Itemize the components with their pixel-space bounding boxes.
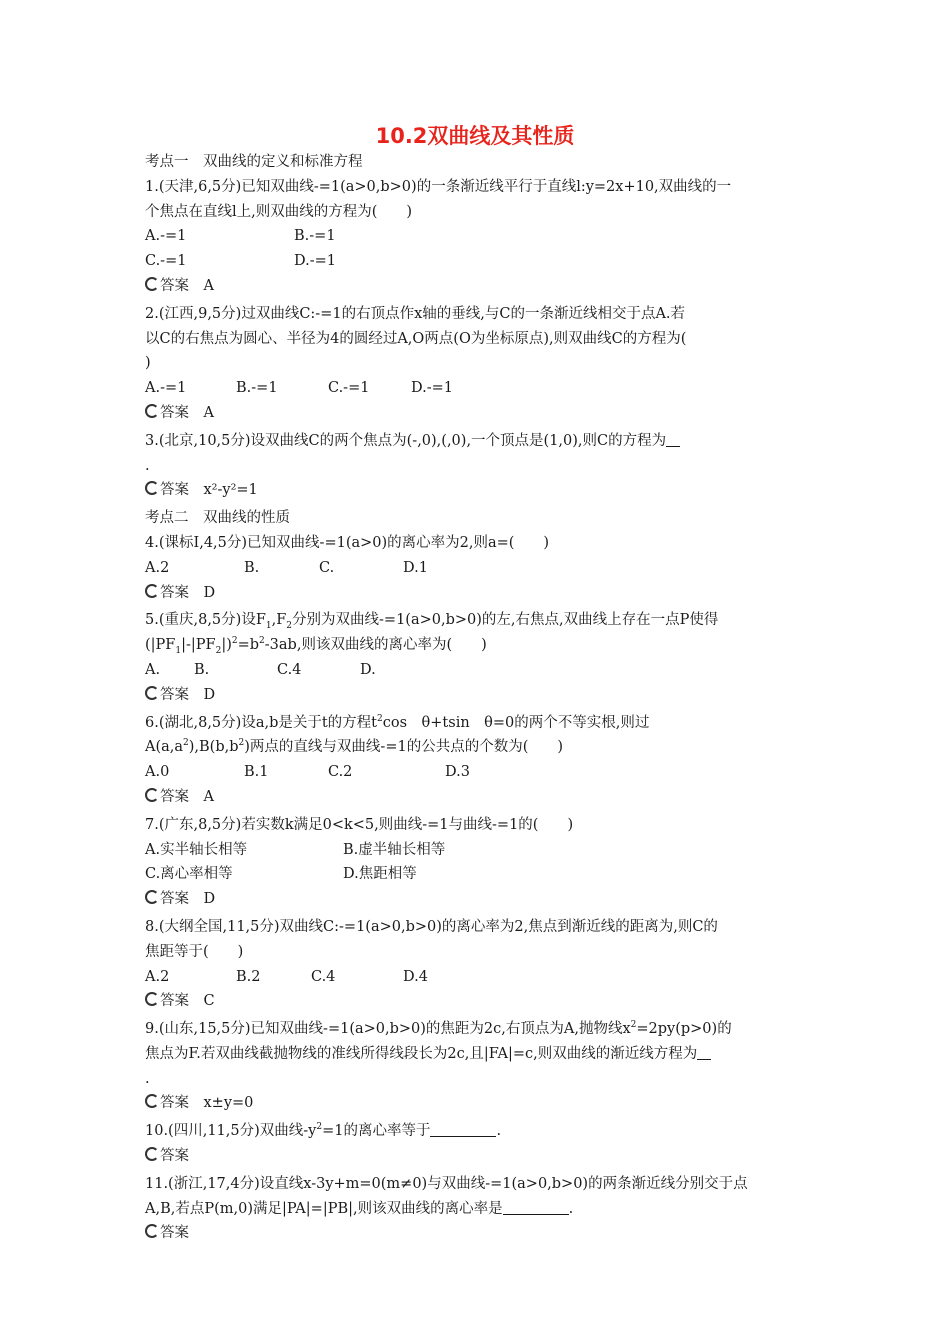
question-5-options bbox=[145, 658, 810, 683]
answer-row bbox=[145, 1091, 810, 1116]
answer-label: 答案 bbox=[160, 891, 189, 908]
option-c: C.离心率相等 bbox=[145, 866, 233, 883]
option-a: A.0 bbox=[145, 764, 170, 781]
question-2-line-2: 以C的右焦点为圆心、半径为4的圆经过A,O两点(O为坐标原点),则双曲线C的方程为( bbox=[145, 330, 687, 347]
answer-value: D bbox=[203, 891, 216, 908]
answer-label: 答案 bbox=[160, 1095, 189, 1112]
option-d: D.4 bbox=[403, 968, 428, 985]
option-a: A. bbox=[145, 661, 161, 678]
answer-row bbox=[145, 1221, 810, 1246]
question-text: . bbox=[496, 1123, 502, 1140]
section-heading: 考点一 双曲线的定义和标准方程 bbox=[145, 154, 363, 170]
option-d: D.1 bbox=[403, 559, 428, 576]
question-7-options-cd bbox=[145, 862, 810, 887]
question-2-options bbox=[145, 376, 810, 401]
answer-label: 答案 bbox=[160, 482, 189, 499]
question-text: )两点的直线与双曲线-=1的公共点的个数为( ) bbox=[244, 739, 564, 756]
question-text: -3ab,则该双曲线的离心率为( ) bbox=[264, 637, 487, 654]
answer-value: D bbox=[203, 686, 216, 703]
question-7-line-1: 7.(广东,8,5分)若实数k满足0<k<5,则曲线-=1与曲线-=1的( ) bbox=[145, 816, 574, 833]
question-1-options-cd bbox=[145, 249, 810, 274]
option-c: C.-=1 bbox=[145, 253, 187, 270]
subscript: 1 bbox=[265, 621, 272, 632]
question-6-line-1 bbox=[145, 711, 810, 736]
superscript: 2 bbox=[183, 738, 189, 749]
option-c: C. bbox=[319, 559, 335, 576]
option-d: D.焦距相等 bbox=[343, 866, 417, 883]
answer-label: 答案 bbox=[160, 277, 189, 294]
question-4-line-1: 4.(课标Ⅰ,4,5分)已知双曲线-=1(a>0)的离心率为2,则a=( ) bbox=[145, 534, 550, 551]
answer-icon bbox=[145, 1094, 159, 1108]
subscript: 2 bbox=[286, 621, 293, 632]
answer-value: C bbox=[203, 993, 215, 1010]
superscript: 2 bbox=[630, 1020, 637, 1031]
question-text: ),B(b,b bbox=[188, 739, 239, 756]
answer-value: D bbox=[203, 584, 216, 601]
subscript: 1 bbox=[175, 646, 182, 657]
answer-row bbox=[145, 478, 810, 503]
superscript: 2 bbox=[316, 1122, 323, 1133]
question-11-line-1: 11.(浙江,17,4分)设直线x-3y+m=0(m≠0)与双曲线-=1(a>0,b>0)的两条渐近线分别交于点 bbox=[145, 1175, 748, 1192]
question-3-line-2: . bbox=[145, 457, 150, 474]
option-d: D.-=1 bbox=[411, 380, 453, 397]
answer-value: A bbox=[203, 788, 214, 805]
question-9-line-1 bbox=[145, 1017, 810, 1042]
question-4-options bbox=[145, 556, 810, 581]
answer-value: x²-y²=1 bbox=[203, 482, 258, 499]
answer-icon bbox=[145, 1224, 159, 1238]
option-a: A.实半轴长相等 bbox=[145, 841, 248, 858]
answer-label: 答案 bbox=[160, 404, 189, 421]
option-c: C.-=1 bbox=[328, 380, 370, 397]
option-d: D.3 bbox=[445, 764, 470, 781]
answer-row bbox=[145, 581, 810, 606]
answer-blank bbox=[503, 1199, 569, 1215]
question-text: (|PF bbox=[145, 637, 176, 654]
question-text: =b bbox=[237, 637, 260, 654]
answer-blank bbox=[430, 1121, 496, 1137]
answer-icon bbox=[145, 481, 159, 495]
answer-blank bbox=[666, 431, 680, 447]
answer-label: 答案 bbox=[160, 1148, 189, 1165]
answer-value: A bbox=[203, 404, 214, 421]
option-a: A.-=1 bbox=[145, 380, 187, 397]
option-a: A.2 bbox=[145, 968, 170, 985]
question-8-line-1: 8.(大纲全国,11,5分)双曲线C:-=1(a>0,b>0)的离心率为2,焦点到渐近线的距离为,则C的 bbox=[145, 918, 718, 935]
subscript: 2 bbox=[215, 646, 222, 657]
question-text: =2py(p>0)的 bbox=[636, 1021, 732, 1038]
content bbox=[145, 150, 810, 1246]
question-text: =1的离心率等于 bbox=[322, 1123, 431, 1140]
question-9-line-3: . bbox=[145, 1070, 150, 1087]
option-b: B.2 bbox=[236, 968, 261, 985]
option-b: B. bbox=[194, 661, 210, 678]
superscript: 2 bbox=[238, 738, 245, 749]
option-b: B.1 bbox=[244, 764, 269, 781]
answer-icon bbox=[145, 890, 159, 904]
section-heading: 考点二 双曲线的性质 bbox=[145, 510, 290, 527]
question-10-line-1 bbox=[145, 1119, 810, 1144]
answer-value: x±y=0 bbox=[203, 1095, 254, 1112]
option-a: A.-=1 bbox=[145, 228, 187, 245]
answer-label: 答案 bbox=[160, 993, 189, 1010]
question-text: ,F bbox=[271, 612, 287, 629]
option-d: D. bbox=[360, 661, 376, 678]
question-text: |) bbox=[221, 637, 232, 654]
question-text: 3.(北京,10,5分)设双曲线C的两个焦点为(-,0),(,0),一个顶点是(1,0),则C的方程为 bbox=[145, 432, 667, 449]
question-3-line-1 bbox=[145, 429, 810, 454]
question-2-line-3: ) bbox=[145, 355, 151, 372]
answer-row bbox=[145, 785, 810, 810]
option-b: B.虚半轴长相等 bbox=[343, 841, 446, 858]
answer-row bbox=[145, 1144, 810, 1169]
question-6-line-2 bbox=[145, 735, 810, 760]
question-text: cos θ+tsin θ=0的两个不等实根,则过 bbox=[382, 714, 650, 731]
option-c: C.4 bbox=[277, 661, 302, 678]
answer-icon bbox=[145, 1147, 159, 1161]
answer-row bbox=[145, 683, 810, 708]
question-1-line-1: 1.(天津,6,5分)已知双曲线-=1(a>0,b>0)的一条渐近线平行于直线l:y=2x+10,双曲线的一 bbox=[145, 178, 732, 195]
question-7-options-ab bbox=[145, 838, 810, 863]
option-c: C.2 bbox=[328, 764, 353, 781]
question-8-line-2: 焦距等于( ) bbox=[145, 943, 244, 960]
question-6-options bbox=[145, 760, 810, 785]
question-text: 6.(湖北,8,5分)设a,b是关于t的方程t bbox=[145, 714, 378, 731]
question-5-line-1 bbox=[145, 608, 810, 633]
answer-row bbox=[145, 274, 810, 299]
question-text: 焦点为F.若双曲线截抛物线的准线所得线段长为2c,且|FA|=c,则双曲线的渐近线方程为 bbox=[145, 1045, 698, 1062]
superscript: 2 bbox=[259, 636, 265, 647]
option-b: B. bbox=[244, 559, 260, 576]
answer-icon bbox=[145, 277, 159, 291]
question-text: 10.(四川,11,5分)双曲线-y bbox=[145, 1123, 317, 1140]
answer-icon bbox=[145, 584, 159, 598]
superscript: 2 bbox=[231, 636, 238, 647]
answer-icon bbox=[145, 788, 159, 802]
answer-row bbox=[145, 401, 810, 426]
question-text: A,B,若点P(m,0)满足|PA|=|PB|,则该双曲线的离心率是 bbox=[145, 1200, 503, 1217]
question-text: 9.(山东,15,5分)已知双曲线-=1(a>0,b>0)的焦距为2c,右顶点为A,抛物线x bbox=[145, 1021, 631, 1038]
answer-value: A bbox=[203, 277, 214, 294]
question-text: |-|PF bbox=[181, 637, 216, 654]
option-a: A.2 bbox=[145, 559, 170, 576]
question-1-options-ab bbox=[145, 224, 810, 249]
option-b: B.-=1 bbox=[236, 380, 278, 397]
option-c: C.4 bbox=[311, 968, 336, 985]
question-8-options bbox=[145, 965, 810, 990]
answer-icon bbox=[145, 686, 159, 700]
question-text: 5.(重庆,8,5分)设F bbox=[145, 612, 266, 629]
answer-icon bbox=[145, 404, 159, 418]
answer-label: 答案 bbox=[160, 584, 189, 601]
superscript: 2 bbox=[377, 713, 383, 724]
answer-row bbox=[145, 887, 810, 912]
page-title: 10.2双曲线及其性质 bbox=[375, 124, 575, 148]
answer-label: 答案 bbox=[160, 686, 189, 703]
question-2-line-1: 2.(江西,9,5分)过双曲线C:-=1的右顶点作x轴的垂线,与C的一条渐近线相交于点A.若 bbox=[145, 305, 686, 322]
option-d: D.-=1 bbox=[294, 253, 336, 270]
question-text: A(a,a bbox=[145, 739, 184, 756]
answer-label: 答案 bbox=[160, 1225, 189, 1242]
question-9-line-2 bbox=[145, 1042, 810, 1067]
answer-icon bbox=[145, 992, 159, 1006]
answer-row bbox=[145, 989, 810, 1014]
answer-label: 答案 bbox=[160, 788, 189, 805]
option-b: B.-=1 bbox=[294, 228, 336, 245]
question-5-line-2 bbox=[145, 633, 810, 658]
question-text: . bbox=[568, 1200, 574, 1217]
answer-blank bbox=[697, 1044, 711, 1060]
question-1-line-2: 个焦点在直线l上,则双曲线的方程为( ) bbox=[145, 203, 413, 220]
question-text: 分别为双曲线-=1(a>0,b>0)的左,右焦点,双曲线上存在一点P使得 bbox=[292, 612, 719, 629]
question-11-line-2 bbox=[145, 1197, 810, 1222]
